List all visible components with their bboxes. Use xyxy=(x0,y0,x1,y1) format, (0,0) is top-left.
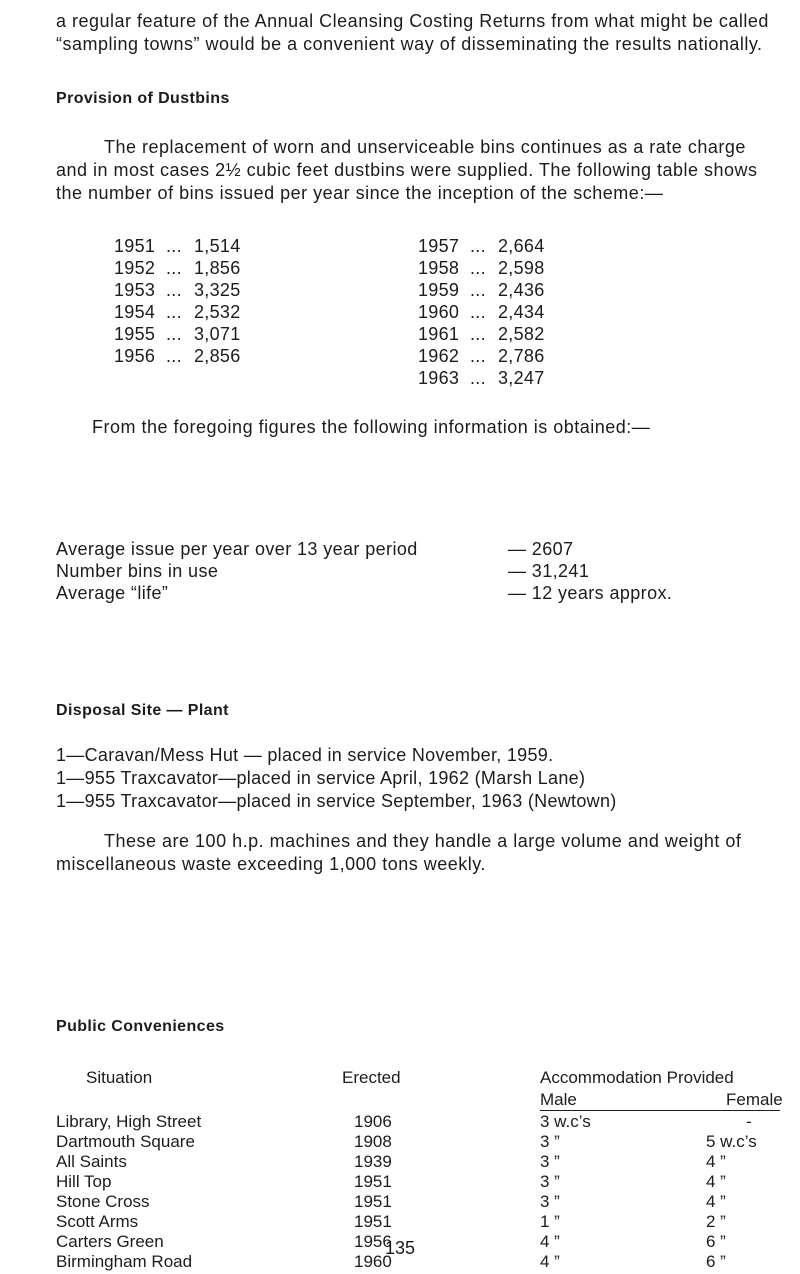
cell-male: 3 ” xyxy=(540,1172,560,1191)
col-accommodation: Accommodation Provided xyxy=(540,1068,734,1087)
bins-count: 2,786 xyxy=(498,346,545,366)
bins-row xyxy=(418,367,545,389)
cell-female: 4 ” xyxy=(706,1152,726,1171)
bins-dots: ... xyxy=(166,236,182,256)
cell-erected: 1960 xyxy=(354,1252,392,1271)
bins-dots: ... xyxy=(166,280,182,300)
bins-dots: ... xyxy=(470,324,486,344)
bins-count: 2,664 xyxy=(498,236,545,256)
cell-erected: 1906 xyxy=(354,1112,392,1131)
disposal-paragraph xyxy=(56,830,768,876)
cell-erected: 1939 xyxy=(354,1152,392,1171)
cell-female: 4 ” xyxy=(706,1192,726,1211)
cell-erected: 1951 xyxy=(354,1192,392,1211)
bins-dots: ... xyxy=(470,346,486,366)
stat-row xyxy=(56,582,776,604)
bins-count: 3,071 xyxy=(194,324,241,344)
bins-row xyxy=(114,279,241,301)
foregoing-text: From the foregoing figures the following information is obtained:— xyxy=(92,417,651,437)
table-row xyxy=(56,1212,776,1234)
foregoing-paragraph xyxy=(56,416,768,439)
cell-male: 1 ” xyxy=(540,1212,560,1231)
bins-count: 2,598 xyxy=(498,258,545,278)
stat-label: Average issue per year over 13 year period xyxy=(56,539,418,559)
bins-dots: ... xyxy=(166,302,182,322)
stat-label: Number bins in use xyxy=(56,561,219,581)
bins-count: 1,856 xyxy=(194,258,241,278)
disposal-plant-list xyxy=(56,744,776,813)
cell-male: 3 ” xyxy=(540,1152,560,1171)
bins-year: 1955 xyxy=(114,324,156,344)
bins-dots: ... xyxy=(470,258,486,278)
bins-row xyxy=(114,345,241,367)
bins-row xyxy=(418,323,545,345)
cell-female: 2 ” xyxy=(706,1212,726,1231)
cell-female: - xyxy=(746,1112,752,1131)
bins-table-right xyxy=(418,235,545,389)
cell-female: 6 ” xyxy=(706,1252,726,1271)
cell-female: 4 ” xyxy=(706,1172,726,1191)
header-rule xyxy=(540,1110,780,1111)
cell-situation: Scott Arms xyxy=(56,1212,139,1231)
bins-dots: ... xyxy=(470,368,486,388)
stat-row xyxy=(56,538,776,560)
cell-erected: 1951 xyxy=(354,1212,392,1231)
bins-year: 1960 xyxy=(418,302,460,322)
bins-year: 1951 xyxy=(114,236,156,256)
plant-item: 1—955 Traxcavator—placed in service April, 1962 (Marsh Lane) xyxy=(56,768,586,788)
cell-situation: Dartmouth Square xyxy=(56,1132,195,1151)
bins-year: 1954 xyxy=(114,302,156,322)
bins-dots: ... xyxy=(166,346,182,366)
table-row xyxy=(56,1192,776,1214)
disposal-heading: Disposal Site — Plant xyxy=(56,702,229,719)
table-row xyxy=(56,1152,776,1174)
cell-male: 3 w.c’s xyxy=(540,1112,591,1131)
cell-situation: Carters Green xyxy=(56,1232,164,1251)
cell-situation: Library, High Street xyxy=(56,1112,202,1131)
stat-row xyxy=(56,560,776,582)
conveniences-heading: Public Conveniences xyxy=(56,1018,225,1035)
dustbins-heading: Provision of Dustbins xyxy=(56,90,230,107)
bins-row xyxy=(114,235,241,257)
disposal-paragraph-text: These are 100 h.p. machines and they handle a large volume and weight of miscellaneous waste exceeding 1,000 tons weekly. xyxy=(56,831,742,874)
col-situation: Situation xyxy=(86,1068,153,1087)
plant-item: 1—955 Traxcavator—placed in service September, 1963 (Newtown) xyxy=(56,791,617,811)
bins-row xyxy=(418,279,545,301)
col-male: Male xyxy=(540,1090,577,1109)
cell-situation: Stone Cross xyxy=(56,1192,150,1211)
bins-row xyxy=(114,301,241,323)
cell-situation: All Saints xyxy=(56,1152,127,1171)
stat-value: — 2607 xyxy=(508,539,574,559)
cell-female: 6 ” xyxy=(706,1232,726,1251)
bins-dots: ... xyxy=(470,236,486,256)
bins-count: 2,582 xyxy=(498,324,545,344)
bins-row xyxy=(418,301,545,323)
cell-erected: 1908 xyxy=(354,1132,392,1151)
bins-statistics xyxy=(56,538,776,604)
bins-year: 1952 xyxy=(114,258,156,278)
plant-item: 1—Caravan/Mess Hut — placed in service November, 1959. xyxy=(56,745,554,765)
page-number: 135 xyxy=(384,1238,416,1258)
cell-male: 4 ” xyxy=(540,1232,560,1251)
cell-female: 5 w.c’s xyxy=(706,1132,757,1151)
col-erected: Erected xyxy=(342,1068,401,1087)
dustbins-paragraph xyxy=(56,136,768,205)
bins-dots: ... xyxy=(166,324,182,344)
bins-table-left xyxy=(114,235,241,367)
bins-row xyxy=(418,257,545,279)
col-female: Female xyxy=(726,1090,783,1109)
bins-dots: ... xyxy=(166,258,182,278)
bins-count: 2,434 xyxy=(498,302,545,322)
table-row xyxy=(56,1132,776,1154)
bins-year: 1963 xyxy=(418,368,460,388)
bins-year: 1956 xyxy=(114,346,156,366)
bins-year: 1953 xyxy=(114,280,156,300)
cell-situation: Hill Top xyxy=(56,1172,112,1191)
bins-count: 3,325 xyxy=(194,280,241,300)
bins-year: 1957 xyxy=(418,236,460,256)
bins-count: 2,532 xyxy=(194,302,241,322)
bins-count: 3,247 xyxy=(498,368,545,388)
cell-erected: 1951 xyxy=(354,1172,392,1191)
cell-erected: 1956 xyxy=(354,1232,392,1251)
stat-label: Average “life” xyxy=(56,583,169,603)
cell-male: 3 ” xyxy=(540,1192,560,1211)
bins-count: 2,856 xyxy=(194,346,241,366)
stat-value: — 31,241 xyxy=(508,561,590,581)
bins-row xyxy=(114,323,241,345)
dustbins-paragraph-text: The replacement of worn and unserviceable bins continues as a rate charge and in most cases 2½ cubic feet dustbins were supplied. The following table shows the number of bins issued per year since the inception of the scheme:— xyxy=(56,137,758,203)
bins-year: 1958 xyxy=(418,258,460,278)
bins-dots: ... xyxy=(470,302,486,322)
cell-male: 3 ” xyxy=(540,1132,560,1151)
bins-row xyxy=(418,345,545,367)
bins-year: 1961 xyxy=(418,324,460,344)
bins-row xyxy=(418,235,545,257)
stat-value: — 12 years approx. xyxy=(508,583,673,603)
bins-year: 1959 xyxy=(418,280,460,300)
bins-dots: ... xyxy=(470,280,486,300)
bins-count: 1,514 xyxy=(194,236,241,256)
cell-male: 4 ” xyxy=(540,1252,560,1271)
intro-paragraph: a regular feature of the Annual Cleansing Costing Returns from what might be called “sampling towns” would be a convenient way of disseminating the results nationally. xyxy=(56,11,769,54)
bins-year: 1962 xyxy=(418,346,460,366)
table-row xyxy=(56,1112,776,1134)
bins-row xyxy=(114,257,241,279)
cell-situation: Birmingham Road xyxy=(56,1252,193,1271)
table-row xyxy=(56,1172,776,1194)
bins-count: 2,436 xyxy=(498,280,545,300)
